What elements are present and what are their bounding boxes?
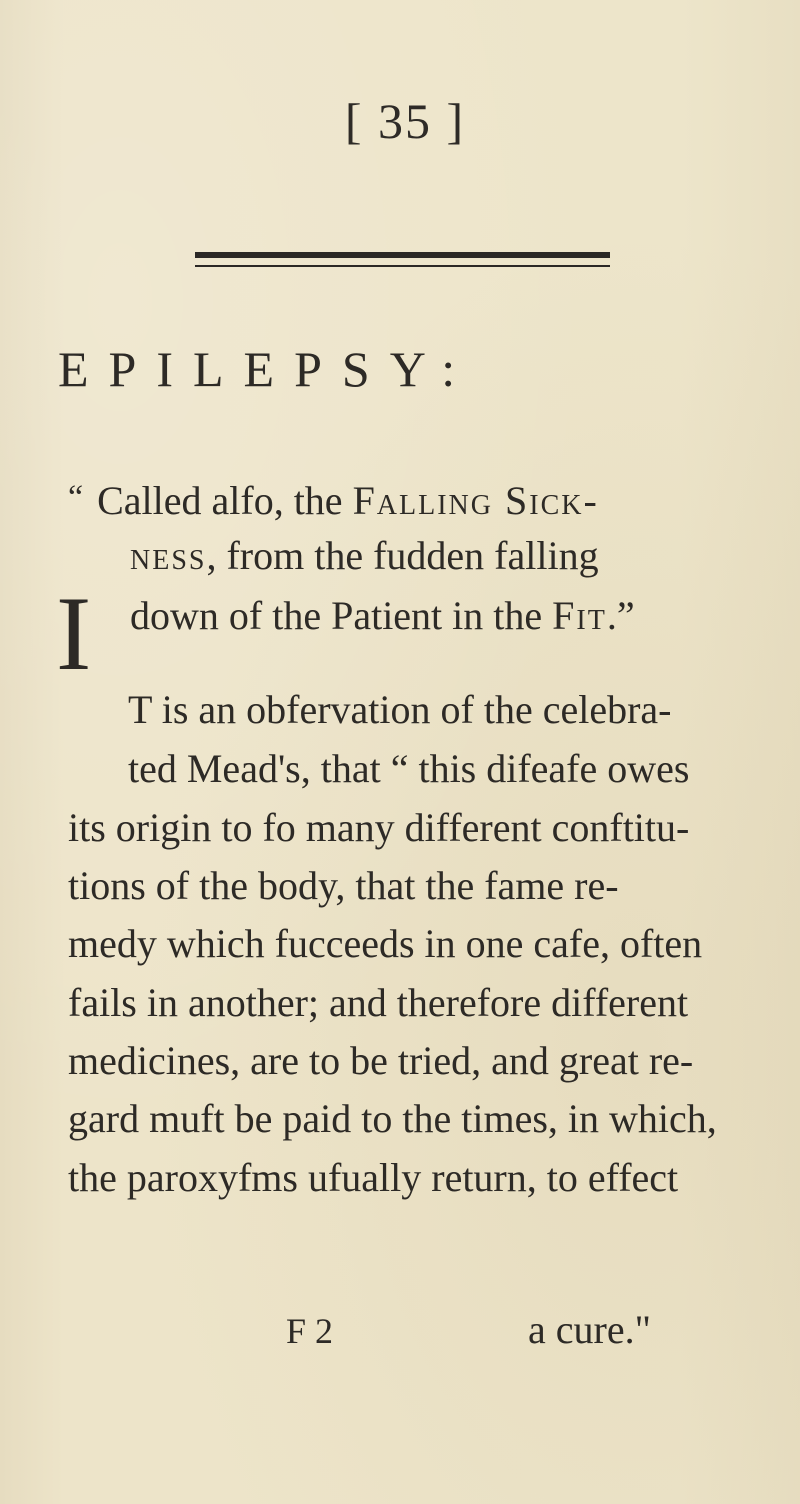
epigraph-line-2 xyxy=(130,532,599,580)
epigraph-smallcaps: Falling Sick- xyxy=(352,478,599,523)
page-number: [ 35 ] xyxy=(344,93,466,149)
body-line: medicines, are to be tried, and great re- xyxy=(68,1038,694,1083)
epigraph-text: .” xyxy=(606,593,635,638)
epigraph-open-quote: “ xyxy=(68,479,84,516)
body-line: its origin to fo many different conftitu- xyxy=(68,805,690,850)
epigraph-text: , from the fudden falling xyxy=(206,533,599,578)
epigraph-smallcaps: Fit xyxy=(552,593,607,638)
epigraph-text: Called alfo, the xyxy=(97,478,353,523)
epigraph-text: down of the Patient in the xyxy=(130,593,553,638)
body-line: the paroxyfms ufually return, to effect xyxy=(68,1155,679,1200)
body-line: fails in another; and therefore different xyxy=(68,980,689,1025)
epigraph-line-1 xyxy=(68,474,599,525)
body-line: tions of the body, that the fame re- xyxy=(68,863,619,908)
body-line: T is an obfervation of the celebra- xyxy=(128,687,672,732)
body-line: ted Mead's, that “ this difeafe owes xyxy=(128,746,690,791)
signature-mark: F 2 xyxy=(286,1311,334,1351)
header-rule-thick xyxy=(195,252,610,258)
epigraph-line-3 xyxy=(130,592,635,640)
body-line: medy which fucceeds in one cafe, often xyxy=(68,921,703,966)
body-line: gard muft be paid to the times, in which, xyxy=(68,1096,717,1141)
catchword: a cure." xyxy=(528,1307,651,1352)
chapter-title: EPILEPSY: xyxy=(58,341,476,397)
drop-cap: I xyxy=(56,575,92,692)
epigraph-smallcaps: ness xyxy=(130,533,207,578)
header-rule-thin xyxy=(195,265,610,267)
